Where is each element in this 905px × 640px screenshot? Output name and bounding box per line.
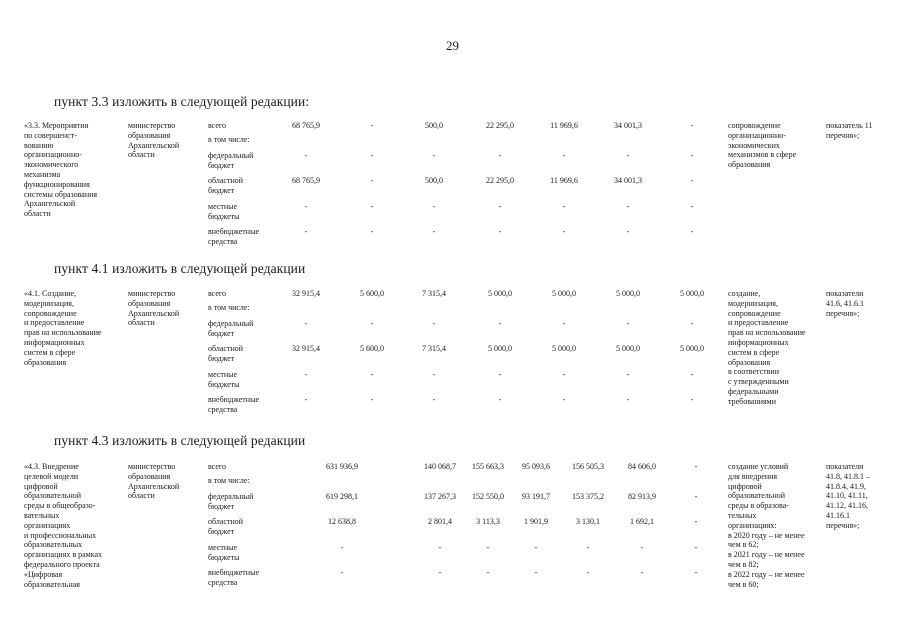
source-local: местные бюджеты xyxy=(208,202,240,221)
value-cell: - xyxy=(432,319,436,328)
value-cell: 5 000,0 xyxy=(680,344,704,353)
source-extrabudget: внебюджетные средства xyxy=(208,227,259,246)
value-cell: 11 969,6 xyxy=(550,121,578,130)
source-v-tom-chisle: в том числе: xyxy=(208,303,250,312)
value-cell: 22 295,0 xyxy=(486,121,514,130)
value-cell: - xyxy=(304,370,308,379)
value-cell: 5 000,0 xyxy=(488,289,512,298)
value-cell: 95 093,6 xyxy=(522,462,550,471)
value-cell: - xyxy=(304,319,308,328)
source-v-tom-chisle: в том числе: xyxy=(208,476,250,485)
value-cell: - xyxy=(432,227,436,236)
value-cell: 5 000,0 xyxy=(680,289,704,298)
value-cell: 1 692,1 xyxy=(630,517,654,526)
value-cell: - xyxy=(694,462,698,471)
value-cell: - xyxy=(370,227,374,236)
value-cell: - xyxy=(562,370,566,379)
value-cell: - xyxy=(586,543,590,552)
result-cell: создание, модернизация, сопровождение и предоставление прав на использование информационных систем в сфере образования в соответствии с утвержденными федеральными требованиями xyxy=(728,289,806,406)
value-cell: 619 298,1 xyxy=(326,492,358,501)
value-cell: 5 600,0 xyxy=(360,344,384,353)
value-cell: - xyxy=(498,395,502,404)
value-cell: 140 068,7 xyxy=(424,462,456,471)
value-cell: 12 638,8 xyxy=(328,517,356,526)
value-cell: - xyxy=(304,227,308,236)
value-cell: - xyxy=(370,370,374,379)
indicator-cell: показатели 41.8, 41.8.1 – 41.8.4, 41.9, 41.10, 41.11, 41.12, 41.16, 41.16.1 перечня»; xyxy=(826,462,870,530)
source-extrabudget: внебюджетные средства xyxy=(208,568,259,587)
value-cell: - xyxy=(432,370,436,379)
value-cell: - xyxy=(694,492,698,501)
value-cell: - xyxy=(626,395,630,404)
value-cell: - xyxy=(340,568,344,577)
source-regional: областной бюджет xyxy=(208,517,244,536)
value-cell: - xyxy=(562,395,566,404)
value-cell: - xyxy=(534,568,538,577)
value-cell: - xyxy=(694,568,698,577)
value-cell: - xyxy=(498,202,502,211)
value-cell: 11 969,6 xyxy=(550,176,578,185)
value-cell: 153 375,2 xyxy=(572,492,604,501)
executor-cell: министерство образования Архангельской области xyxy=(128,289,180,328)
value-cell: 5 000,0 xyxy=(616,344,640,353)
source-vsego: всего xyxy=(208,289,227,298)
executor-cell: министерство образования Архангельской области xyxy=(128,121,180,160)
value-cell: - xyxy=(690,227,694,236)
source-extrabudget: внебюджетные средства xyxy=(208,395,259,414)
value-cell: - xyxy=(432,395,436,404)
value-cell: - xyxy=(432,151,436,160)
executor-cell: министерство образования Архангельской области xyxy=(128,462,180,501)
value-cell: - xyxy=(626,319,630,328)
measure-cell: «3.3. Мероприятия по совершенст- вованию организационно- экономического механизма функционирования системы образования Архангельской области xyxy=(24,121,98,219)
value-cell: 5 000,0 xyxy=(488,344,512,353)
value-cell: - xyxy=(498,227,502,236)
result-cell: создание условий для внедрения цифровой образовательной среды в образова- тельных организациях: в 2020 году – не менее чем в 62; в 2021 году – не менее чем в 82; в 2022 году – не менее чем в 60; xyxy=(728,462,805,589)
value-cell: 500,0 xyxy=(425,121,443,130)
value-cell: - xyxy=(370,121,374,130)
value-cell: - xyxy=(370,395,374,404)
value-cell: - xyxy=(626,151,630,160)
value-cell: 1 901,9 xyxy=(524,517,548,526)
value-cell: 152 550,0 xyxy=(472,492,504,501)
value-cell: 137 267,3 xyxy=(424,492,456,501)
value-cell: - xyxy=(304,395,308,404)
value-cell: 34 001,3 xyxy=(614,121,642,130)
value-cell: 156 505,3 xyxy=(572,462,604,471)
value-cell: - xyxy=(640,543,644,552)
value-cell: 5 600,0 xyxy=(360,289,384,298)
value-cell: - xyxy=(304,202,308,211)
value-cell: - xyxy=(438,543,442,552)
value-cell: - xyxy=(432,202,436,211)
value-cell: - xyxy=(626,202,630,211)
value-cell: - xyxy=(486,543,490,552)
section-heading-3-3: пункт 3.3 изложить в следующей редакции: xyxy=(54,94,310,109)
value-cell: 68 765,9 xyxy=(292,121,320,130)
value-cell: 32 915,4 xyxy=(292,344,320,353)
section-heading-4-3: пункт 4.3 изложить в следующей редакции xyxy=(54,433,306,448)
value-cell: 2 801,4 xyxy=(428,517,452,526)
value-cell: - xyxy=(690,395,694,404)
value-cell: - xyxy=(626,227,630,236)
indicator-cell: показатель 11 перечня»; xyxy=(826,121,873,140)
source-regional: областной бюджет xyxy=(208,344,244,363)
value-cell: - xyxy=(690,319,694,328)
value-cell: 155 663,3 xyxy=(472,462,504,471)
source-local: местные бюджеты xyxy=(208,543,240,562)
value-cell: - xyxy=(640,568,644,577)
source-vsego: всего xyxy=(208,462,227,471)
source-federal: федеральный бюджет xyxy=(208,492,254,511)
value-cell: - xyxy=(562,227,566,236)
value-cell: 3 113,3 xyxy=(476,517,500,526)
value-cell: 34 001,3 xyxy=(614,176,642,185)
value-cell: 631 936,9 xyxy=(326,462,358,471)
value-cell: - xyxy=(340,543,344,552)
measure-cell: «4.1. Создание, модернизация, сопровождение и предоставление прав на использование информационных систем в сфере образования xyxy=(24,289,102,367)
value-cell: 32 915,4 xyxy=(292,289,320,298)
value-cell: - xyxy=(562,151,566,160)
value-cell: - xyxy=(498,370,502,379)
value-cell: 3 130,1 xyxy=(576,517,600,526)
value-cell: - xyxy=(694,517,698,526)
value-cell: - xyxy=(562,319,566,328)
value-cell: - xyxy=(586,568,590,577)
value-cell: - xyxy=(690,370,694,379)
source-federal: федеральный бюджет xyxy=(208,319,254,338)
value-cell: - xyxy=(690,121,694,130)
value-cell: - xyxy=(690,176,694,185)
value-cell: - xyxy=(370,202,374,211)
value-cell: - xyxy=(498,319,502,328)
value-cell: 22 295,0 xyxy=(486,176,514,185)
value-cell: 5 000,0 xyxy=(616,289,640,298)
value-cell: 82 913,9 xyxy=(628,492,656,501)
value-cell: - xyxy=(562,202,566,211)
value-cell: 5 000,0 xyxy=(552,289,576,298)
result-cell: сопровождение организационно- экономических механизмов в сфере образования xyxy=(728,121,797,170)
value-cell: 7 315,4 xyxy=(422,344,446,353)
source-regional: областной бюджет xyxy=(208,176,244,195)
source-vsego: всего xyxy=(208,121,227,130)
value-cell: 500,0 xyxy=(425,176,443,185)
value-cell: 68 765,9 xyxy=(292,176,320,185)
value-cell: - xyxy=(370,319,374,328)
value-cell: - xyxy=(690,202,694,211)
value-cell: - xyxy=(626,370,630,379)
source-v-tom-chisle: в том числе: xyxy=(208,135,250,144)
value-cell: - xyxy=(694,543,698,552)
measure-cell: «4.3. Внедрение целевой модели цифровой образовательной среды в общеобразо- вательных организациях и профессиональных образовательных организациях в рамках федерального проекта «Цифровая образовательная xyxy=(24,462,103,589)
value-cell: - xyxy=(304,151,308,160)
value-cell: - xyxy=(438,568,442,577)
section-heading-4-1: пункт 4.1 изложить в следующей редакции xyxy=(54,261,306,276)
value-cell: - xyxy=(534,543,538,552)
value-cell: - xyxy=(370,151,374,160)
value-cell: 7 315,4 xyxy=(422,289,446,298)
value-cell: - xyxy=(486,568,490,577)
source-local: местные бюджеты xyxy=(208,370,240,389)
value-cell: 84 606,0 xyxy=(628,462,656,471)
value-cell: - xyxy=(370,176,374,185)
value-cell: 93 191,7 xyxy=(522,492,550,501)
value-cell: 5 000,0 xyxy=(552,344,576,353)
source-federal: федеральный бюджет xyxy=(208,151,254,170)
indicator-cell: показатели 41.6, 41.6.1 перечня»; xyxy=(826,289,864,318)
page-number: 29 xyxy=(446,38,459,53)
value-cell: - xyxy=(498,151,502,160)
value-cell: - xyxy=(690,151,694,160)
